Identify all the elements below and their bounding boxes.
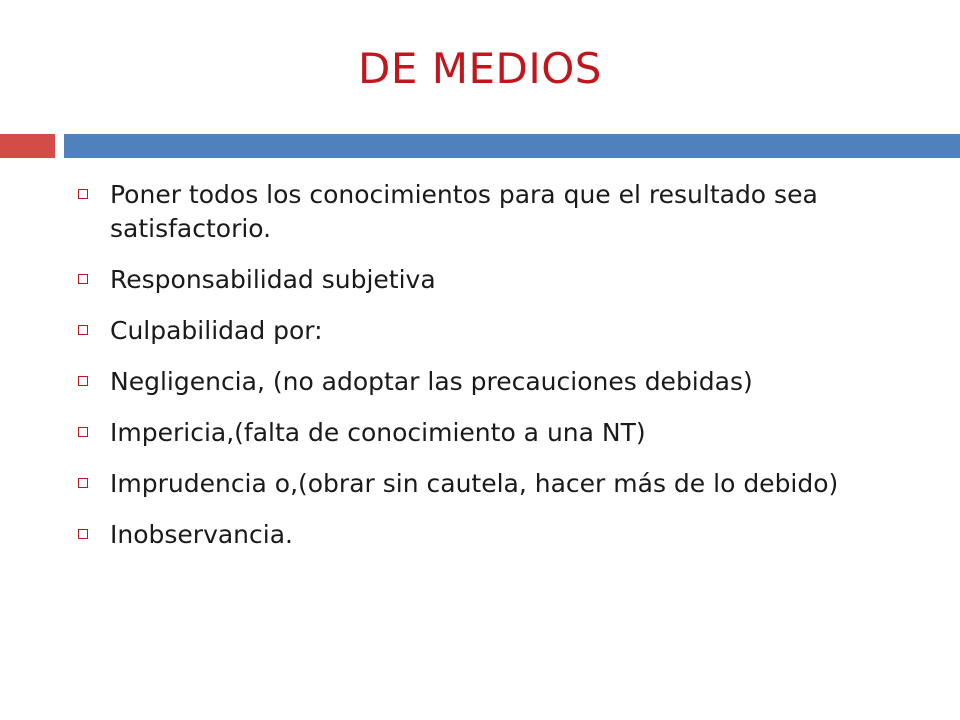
- bullet-text: Impericia,(falta de conocimiento a una NT): [110, 418, 646, 447]
- bullet-text: Poner todos los conocimientos para que el resultado sea satisfactorio.: [110, 180, 818, 243]
- bullet-item: [76, 467, 926, 501]
- square-bullet-icon: [78, 529, 88, 539]
- bullet-item: [76, 263, 926, 297]
- bullet-item: [76, 314, 926, 348]
- accent-bar-red: [0, 134, 55, 158]
- bullet-text: Imprudencia o,(obrar sin cautela, hacer más de lo debido): [110, 469, 839, 498]
- square-bullet-icon: [78, 189, 88, 199]
- bullet-item: [76, 416, 926, 450]
- bullet-item: [76, 178, 926, 246]
- square-bullet-icon: [78, 427, 88, 437]
- bullet-text: Responsabilidad subjetiva: [110, 265, 436, 294]
- bullet-item: [76, 518, 926, 552]
- square-bullet-icon: [78, 478, 88, 488]
- slide-title: DE MEDIOS: [358, 44, 602, 93]
- square-bullet-icon: [78, 274, 88, 284]
- bullet-item: [76, 365, 926, 399]
- bullet-list: [76, 178, 926, 569]
- square-bullet-icon: [78, 325, 88, 335]
- accent-bar-blue: [64, 134, 960, 158]
- bullet-text: Culpabilidad por:: [110, 316, 323, 345]
- bullet-text: Inobservancia.: [110, 520, 293, 549]
- square-bullet-icon: [78, 376, 88, 386]
- bullet-text: Negligencia, (no adoptar las precauciones debidas): [110, 367, 753, 396]
